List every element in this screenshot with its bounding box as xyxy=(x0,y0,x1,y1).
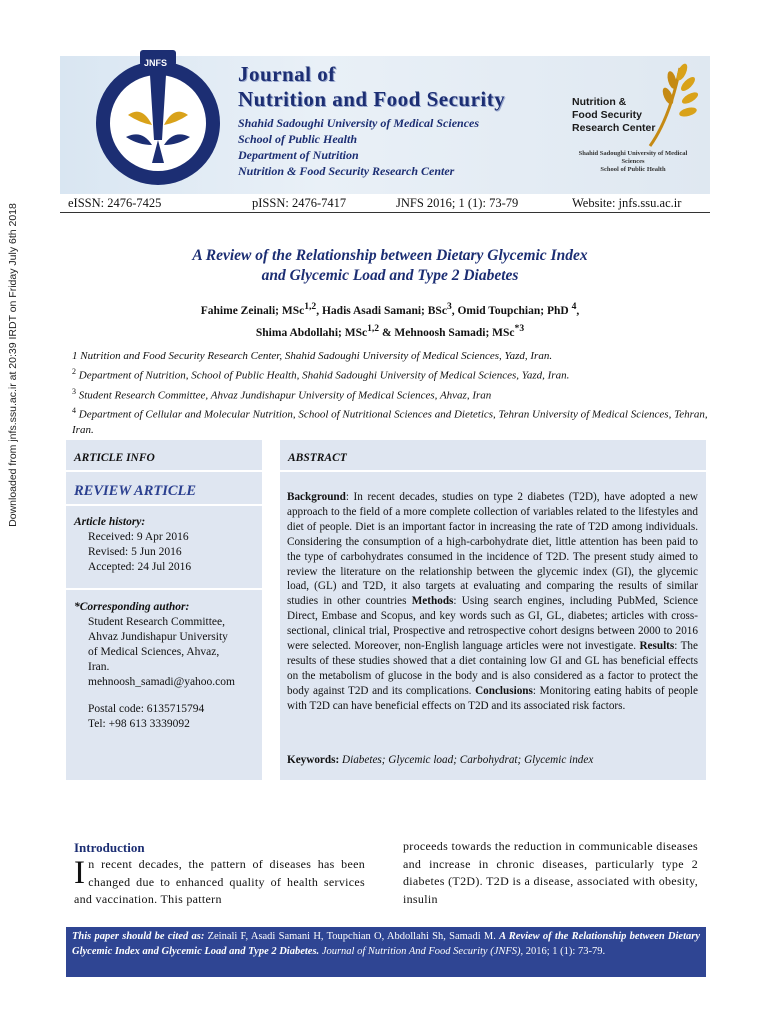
citation-text xyxy=(72,930,700,959)
affiliation-4-sup: 4 xyxy=(72,406,76,416)
rc-small-line2: School of Public Health xyxy=(600,166,666,173)
wheat-logo-icon xyxy=(640,58,710,148)
author-1-sup: 1,2 xyxy=(304,301,317,312)
type-separator xyxy=(66,504,262,506)
affiliation-4 xyxy=(72,403,712,438)
journal-title-line1: Journal of xyxy=(238,62,336,86)
eissn: eISSN: 2476-7425 xyxy=(68,196,162,210)
article-info-heading: ARTICLE INFO xyxy=(74,452,155,464)
corr-line2: Ahvaz Jundishapur University xyxy=(88,631,228,643)
affiliation-3-sup: 3 xyxy=(72,386,76,396)
keywords xyxy=(287,754,698,766)
article-type: REVIEW ARTICLE xyxy=(74,483,197,499)
telephone: Tel: +98 613 3339092 xyxy=(88,718,190,730)
affiliations xyxy=(72,349,712,438)
abstract-results-text: : The results of these studies showed that a diet containing low GI and GL has beneficial effects on the metabolism of glucose in the body and is also considered as a factor to protect the body against T2D and its complications. xyxy=(287,640,698,697)
keywords-text: Diabetes; Glycemic load; Carbohydrat; Glycemic index xyxy=(339,754,594,766)
abstract-separator xyxy=(280,470,706,472)
introduction-left-column xyxy=(74,856,365,909)
author-4-sup: 1,2 xyxy=(367,322,380,334)
download-stamp xyxy=(4,130,24,600)
abstract-text xyxy=(287,490,698,714)
corr-label: *Corresponding author: xyxy=(74,601,190,613)
abstract-heading: ABSTRACT xyxy=(288,452,347,464)
authors-line1 xyxy=(120,298,660,320)
journal-sub-university: Shahid Sadoughi University of Medical Sciences xyxy=(238,116,480,130)
journal-title-line2: Nutrition and Food Security xyxy=(238,87,506,111)
postal-code: Postal code: 6135715794 xyxy=(88,703,205,715)
rc-line2: Food Security xyxy=(572,109,643,121)
authors-line2 xyxy=(120,320,660,342)
history-label: Article history: xyxy=(74,516,146,528)
rc-line3: Research Center xyxy=(572,122,656,134)
author-3: , Omid Toupchian; PhD xyxy=(451,304,572,317)
affiliation-3 xyxy=(72,384,712,404)
received-date: Received: 9 Apr 2016 xyxy=(88,531,189,543)
authors xyxy=(120,298,660,342)
article-history xyxy=(74,515,258,575)
author-5-sup: *3 xyxy=(514,322,525,334)
author-1: Fahime Zeinali; MSc xyxy=(200,304,305,317)
author-2: , Hadis Asadi Samani; BSc xyxy=(316,304,447,317)
title-line2: and Glycemic Load and Type 2 Diabetes xyxy=(261,267,519,284)
abstract-conclusions-label: Conclusions xyxy=(475,684,533,697)
abstract-results-label: Results xyxy=(639,640,675,653)
author-5: & Mehnoosh Samadi; MSc xyxy=(379,326,515,339)
author-4: Shima Abdollahi; MSc xyxy=(255,326,368,339)
rc-small-caption xyxy=(568,150,698,174)
citation-tail: , 2016; 1 (1): 73-79. xyxy=(520,945,606,957)
title-line1: A Review of the Relationship between Dietary Glycemic Index xyxy=(192,247,588,264)
pissn: pISSN: 2476-7417 xyxy=(252,196,347,210)
introduction-right-column: proceeds towards the reduction in communicable diseases and increase in chronic diseases, particularly type 2 diabetes (T2D). T2D is a disease, associated with obesity, insulin xyxy=(403,839,698,906)
citation-label: This paper should be cited as: xyxy=(72,931,205,942)
abstract-methods-text: : Using search engines, including PubMed, Science Direct, Embase and Scopus, and key words such as GI, GL, diabetes; articles with cross-sectional, clinical trial, Prospective and retrospective cohort designs between 2000 to 2016 were selected. Moreover, non-English language articles were not investigate. xyxy=(287,595,698,653)
rc-small-line1: Shahid Sadoughi University of Medical Sciences xyxy=(578,150,688,165)
website-link[interactable]: Website: jnfs.ssu.ac.ir xyxy=(572,196,682,210)
journal-sub-center: Nutrition & Food Security Research Center xyxy=(238,164,455,178)
author-2-sup: 3 xyxy=(446,301,452,312)
corr-email[interactable]: mehnoosh_samadi@yahoo.com xyxy=(88,676,235,688)
dropcap: I xyxy=(74,855,86,891)
affiliation-3-text: Student Research Committee, Ahvaz Jundishapur University of Medical Sciences, Ahvaz, Iran xyxy=(76,389,492,402)
abstract-conclusions-text: : Monitoring eating habits of people with T2D can have beneficial effects on T2D and its associated risk factors. xyxy=(287,684,698,712)
revised-date: Revised: 5 Jun 2016 xyxy=(88,546,182,558)
affiliation-2-text: Department of Nutrition, School of Public Health, Shahid Sadoughi University of Medical Sciences, Yazd, Iran. xyxy=(76,369,570,382)
journal-sub-department: Department of Nutrition xyxy=(238,148,359,162)
authors-comma: , xyxy=(576,304,580,317)
corr-line3: of Medical Sciences, Ahvaz, xyxy=(88,646,220,658)
rc-line1: Nutrition & xyxy=(572,96,627,108)
keywords-label: Keywords: xyxy=(287,754,340,766)
corr-line1: Student Research Committee, xyxy=(88,616,226,628)
corresponding-author xyxy=(74,600,258,732)
journal-title xyxy=(238,62,505,112)
journal-sub-school: School of Public Health xyxy=(238,132,358,146)
citation-title: A Review of the Relationship between Dietary Glycemic Index and Glycemic Load and Type 2 Diabetes. xyxy=(72,931,700,957)
intro-left-text: n recent decades, the pattern of diseases has been changed due to enhanced quality of health services and vaccination. This pattern xyxy=(74,857,365,906)
affiliation-1: 1 Nutrition and Food Security Research Center, Shahid Sadoughi University of Medical Sciences, Yazd, Iran. xyxy=(72,350,553,362)
download-stamp-text: Downloaded from jnfs.ssu.ac.ir at 20:39 IRDT on Friday July 6th 2018 xyxy=(7,203,19,527)
author-3-sup: 4 xyxy=(571,301,577,312)
citation-journal: Journal of Nutrition And Food Security (JNFS) xyxy=(319,945,521,957)
abstract-background-label: Background xyxy=(287,491,346,503)
corr-line4: Iran. xyxy=(88,661,110,673)
abstract-methods-label: Methods xyxy=(411,595,454,608)
info-separator xyxy=(66,470,262,472)
affiliation-2 xyxy=(72,364,712,384)
affiliation-4-text: Department of Cellular and Molecular Nutrition, School of Nutritional Sciences and Dietetics, Tehran University of Medical Sciences, Tehran, Iran. xyxy=(72,408,708,436)
affiliation-2-sup: 2 xyxy=(72,367,76,376)
article-title xyxy=(100,246,680,286)
logo-label: JNFS xyxy=(144,58,168,68)
abstract-background-text: : In recent decades, studies on type 2 diabetes (T2D), have adopted a new approach to the field of a more complete collection of variables related to the lifestyles and diet of people. Diet is an important factor in increasing the rate of T2D among individuals. Considering the consumption of a high-carbohydrate diet, little attention has been paid to the type of carbohydrates consumed in the incidence of T2D. The present study aimed to review the literature on the relationship between the glycemic index (GI), the glycemic load, (GL) and T2D, it also targets at evaluating and comparing the results of similar studies in other countries xyxy=(287,491,698,608)
issue-info: JNFS 2016; 1 (1): 73-79 xyxy=(396,196,519,210)
introduction-heading: Introduction xyxy=(74,840,145,855)
citation-authors: Zeinali F, Asadi Samani H, Toupchian O, Abdollahi Sh, Samadi M. xyxy=(204,931,500,942)
history-separator xyxy=(66,588,262,590)
accepted-date: Accepted: 24 Jul 2016 xyxy=(88,561,192,573)
header-rule xyxy=(60,212,710,213)
